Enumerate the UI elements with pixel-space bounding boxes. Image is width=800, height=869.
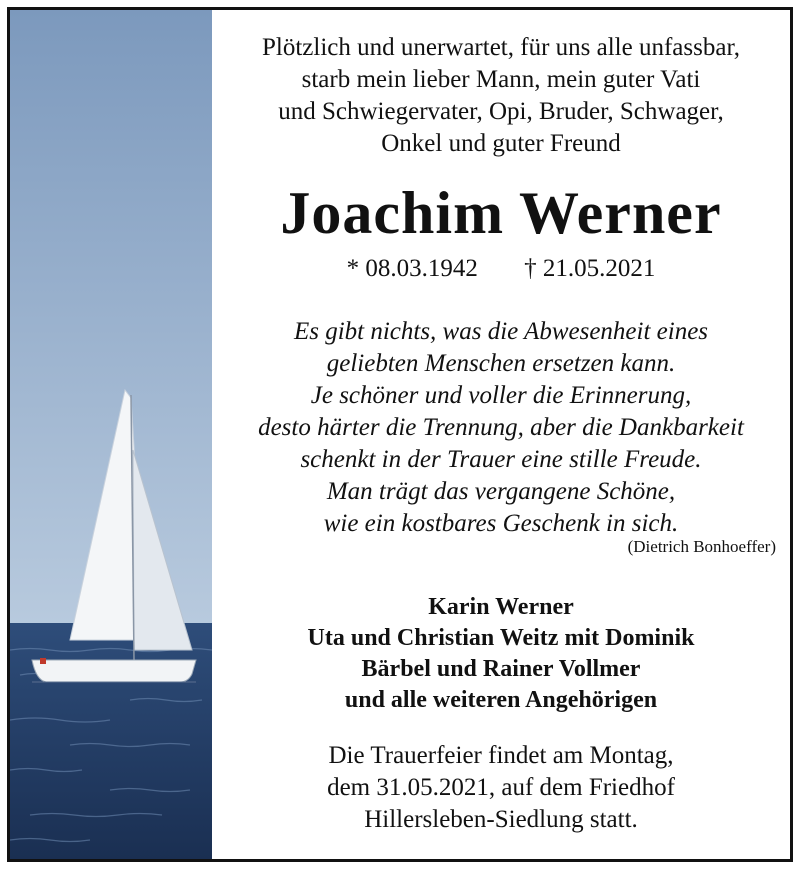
quote-line: wie ein kostbares Geschenk in sich. [323,510,679,537]
mourner: Uta und Christian Weitz mit Dominik [307,625,695,651]
obituary-text [212,10,790,859]
intro-line: Plötzlich und unerwartet, für uns alle unfassbar, [261,34,741,61]
quote-line: Man trägt das vergangene Schöne, [326,478,676,505]
sailboat-photo [10,10,212,859]
service-line: Die Trauerfeier findet am Montag, [328,742,674,769]
death-date: † 21.05.2021 [524,255,656,282]
service-line: dem 31.05.2021, auf dem Friedhof [327,774,675,801]
mourner: Bärbel und Rainer Vollmer [361,656,641,682]
intro-text [212,32,790,160]
quote-author: (Dietrich Bonhoeffer) [627,537,776,556]
life-dates [212,253,790,285]
intro-line: starb mein lieber Mann, mein guter Vati [301,66,701,93]
mourner: und alle weiteren Angehörigen [344,687,658,713]
intro-line: Onkel und guter Freund [381,130,621,157]
deceased-name: Joachim Werner [280,180,722,246]
intro-line: und Schwiegervater, Opi, Bruder, Schwager, [278,98,724,125]
quote-line: desto härter die Trennung, aber die Dankbarkeit [258,414,744,441]
quote-line: Es gibt nichts, was die Abwesenheit eines [293,318,709,345]
birth-date: * 08.03.1942 [346,255,478,282]
mourner: Karin Werner [428,594,574,620]
obituary-frame [7,7,793,862]
memorial-quote [212,316,790,540]
funeral-service-info [212,740,790,836]
quote-line: geliebten Menschen ersetzen kann. [326,350,676,377]
quote-line: schenkt in der Trauer eine stille Freude. [300,446,702,473]
quote-line: Je schöner und voller die Erinnerung, [310,382,692,409]
service-line: Hillersleben-Siedlung statt. [364,806,638,833]
mourners-list [212,592,790,716]
